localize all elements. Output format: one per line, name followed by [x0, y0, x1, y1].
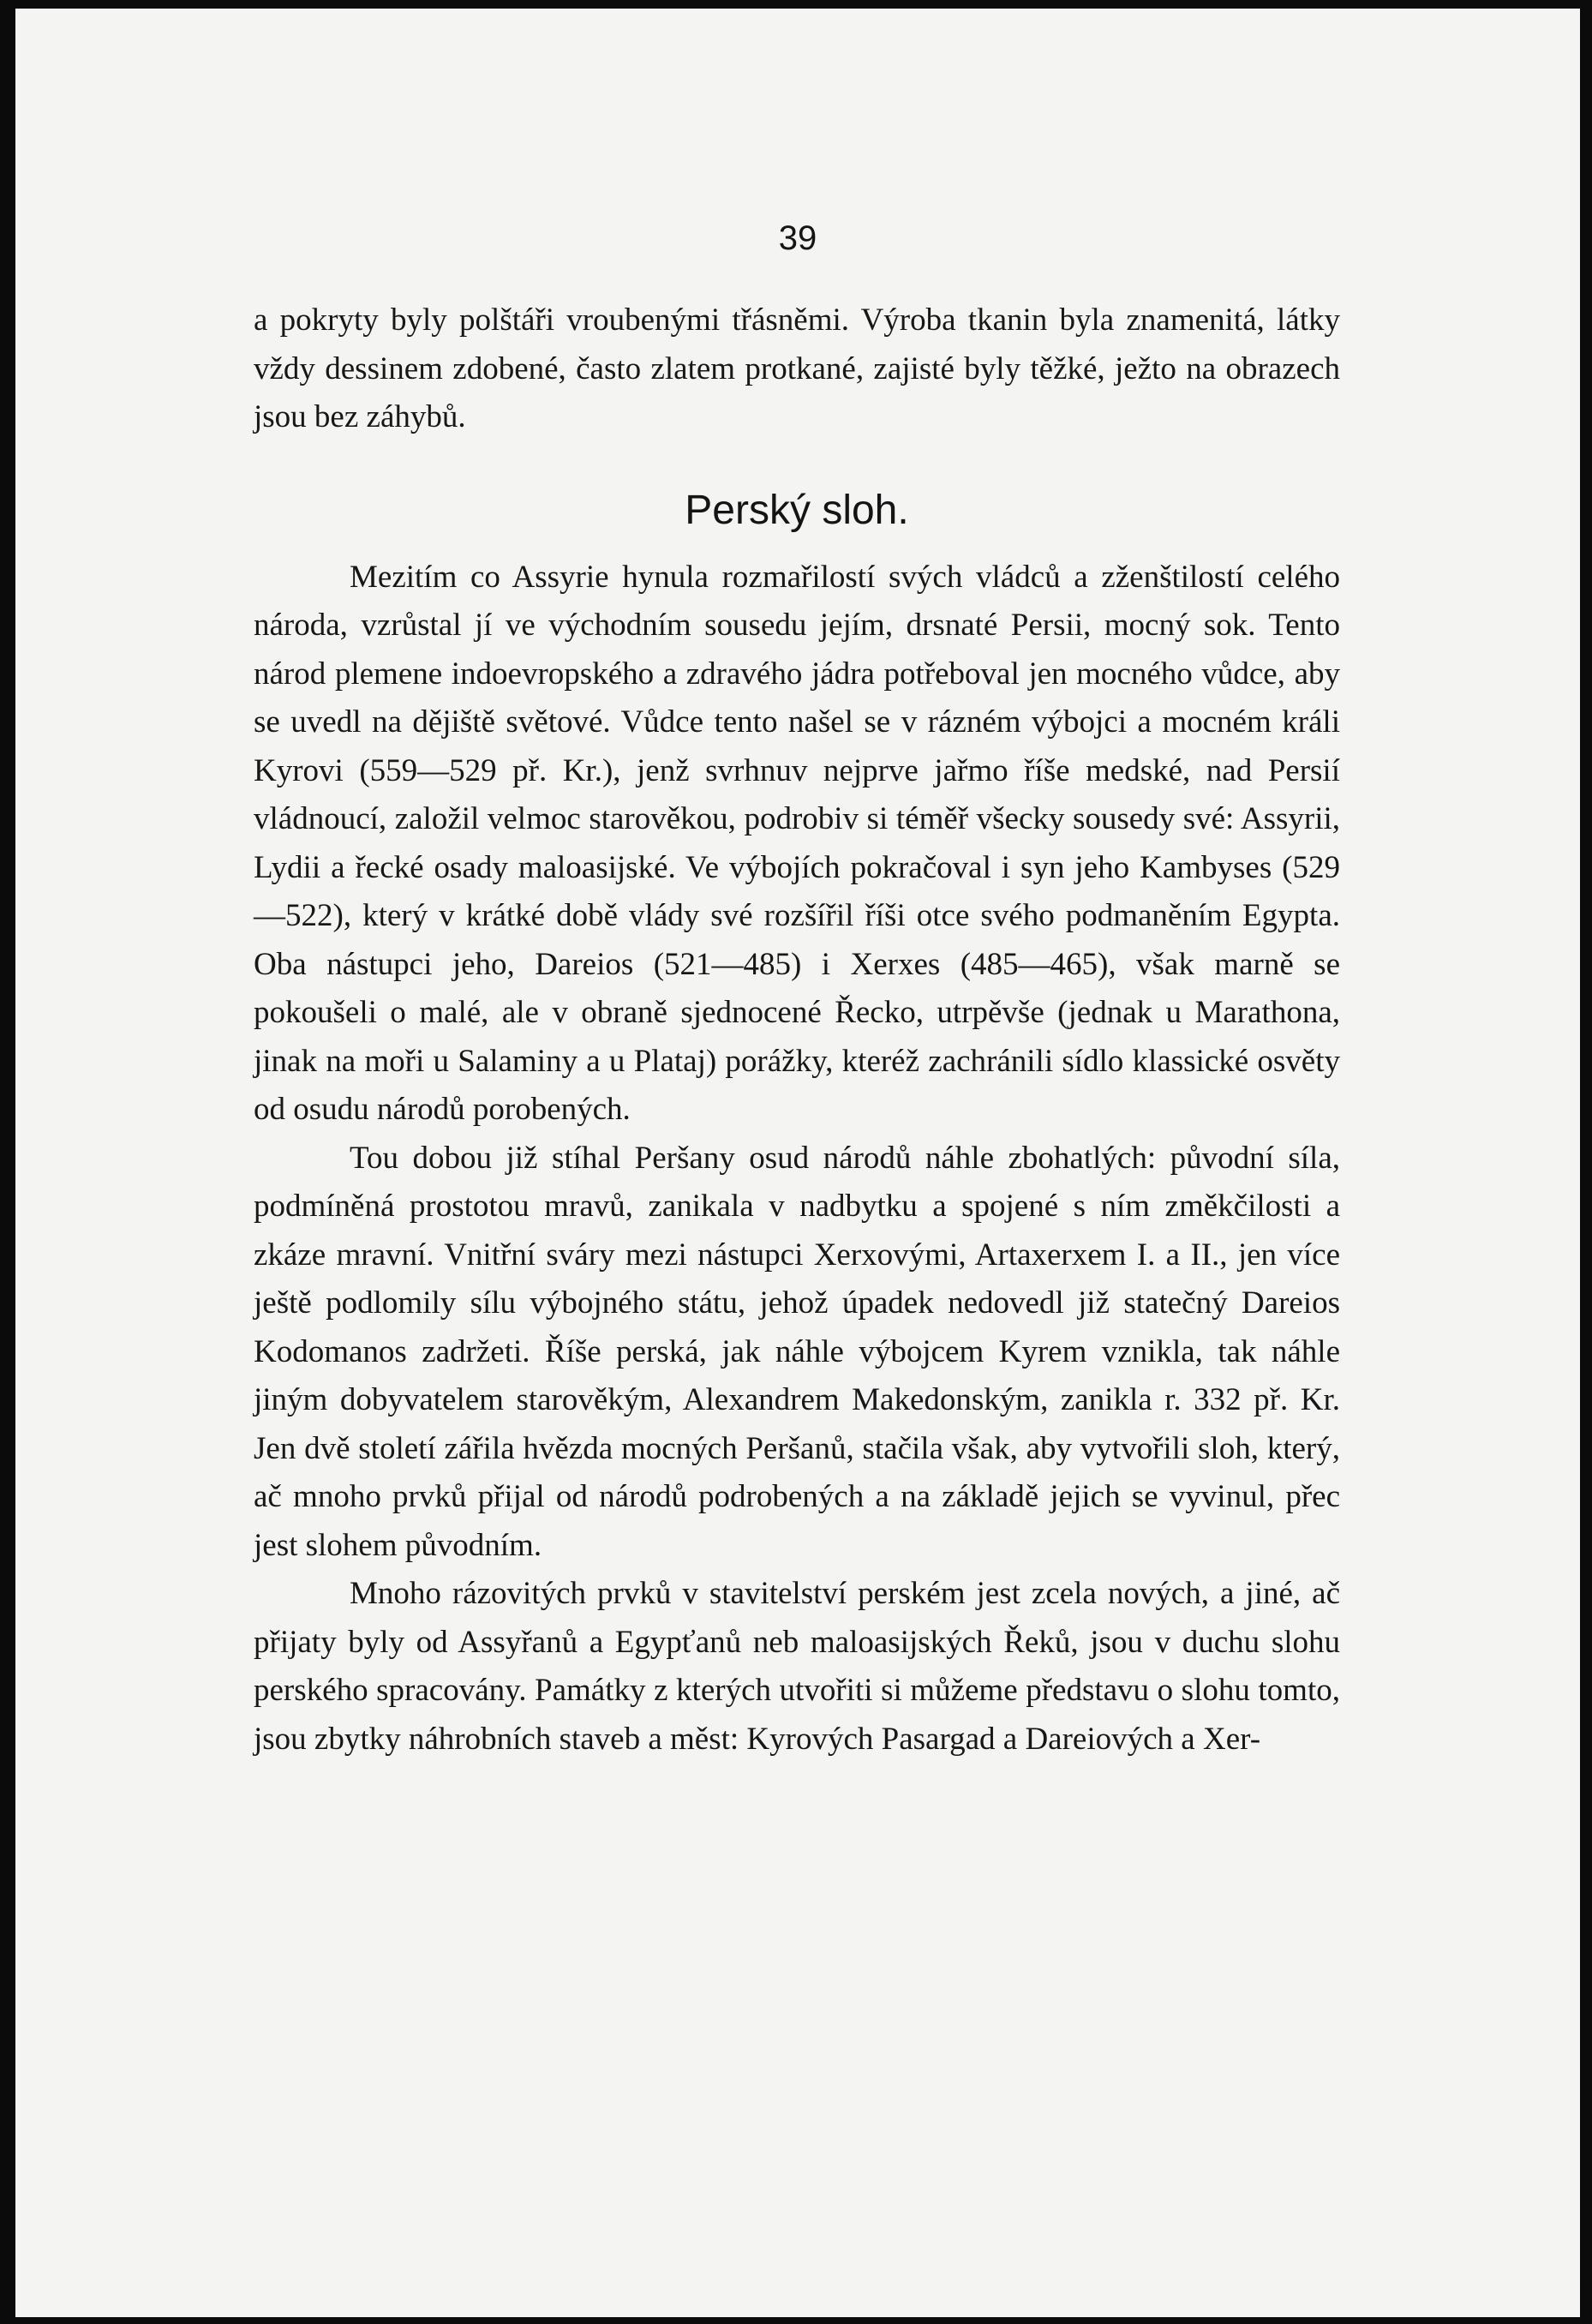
section-heading: Perský sloh. [685, 487, 909, 533]
paragraph-2: Tou dobou již stíhal Peršany osud národů náhle zbohatlých: původní síla, podmíněná prostotou mravů, zanikala v nadbytku a spojené s ním změkčilosti a zkáze mravní. Vnitřní sváry mezi nástupci Xerxovými, Artaxerxem I. a II., jen více ještě podlomily sílu výbojného státu, jehož úpadek nedovedl již statečný Dareios Kodomanos zadržeti. Říše perská, jak náhle výbojcem Kyrem vznikla, tak náhle jiným dobyvatelem starověkým, Alexandrem Makedonským, zanikla r. 332 př. Kr. Jen dvě století zářila hvězda mocných Peršanů, stačila však, aby vytvořili sloh, který, ač mnoho prvků přijal od národů podrobených a na základě jejich se vyvinul, přec jest slohem původním. [254, 1140, 1340, 1563]
page-number: 39 [778, 219, 817, 257]
intro-paragraph: a pokryty byly polštáři vroubenými třásněmi. Výroba tkanin byla znamenitá, látky vždy dessinem zdobené, často zlatem protkané, zajisté byly těžké, ježto na obrazech jsou bez záhybů. [254, 302, 1340, 434]
paragraph-3: Mnoho rázovitých prvků v stavitelství perském jest zcela nových, a jiné, ač přijaty byly od Assyřanů a Egypťanů neb maloasijských Řeků, jsou v duchu slohu perského spracovány. Památky z kterých utvořiti si můžeme představu o slohu tomto, jsou zbytky náhrobních staveb a měst: Kyrových Pasargad a Dareiových a Xer- [254, 1576, 1340, 1757]
book-page [15, 9, 1580, 2317]
paragraph-1: Mezitím co Assyrie hynula rozmařilostí svých vládců a zženštilostí celého národa, vzrůstal jí ve východním sousedu jejím, drsnaté Persii, mocný sok. Tento národ plemene indoevropského a zdravého jádra potřeboval jen mocného vůdce, aby se uvedl na dějiště světové. Vůdce tento našel se v rázném výbojci a mocném králi Kyrovi (559—529 př. Kr.), jenž svrhnuv nejprve jařmo říše medské, nad Persií vládnoucí, založil velmoc starověkou, podrobiv si téměř všecky sousedy své: Assyrii, Lydii a řecké osady maloasijské. Ve výbojích pokračoval i syn jeho Kambyses (529—522), který v krátké době vlády své rozšířil říši otce svého podmaněním Egypta. Oba nástupci jeho, Dareios (521—485) i Xerxes (485—465), však marně se pokoušeli o malé, ale v obraně sjednocené Řecko, utrpěvše (jednak u Marathona, jinak na moři u Salaminy a u Plataj) porážky, kteréž zachránili sídlo klassické osvěty od osudu národů porobených. [254, 559, 1340, 1127]
text-body [254, 296, 1340, 1764]
